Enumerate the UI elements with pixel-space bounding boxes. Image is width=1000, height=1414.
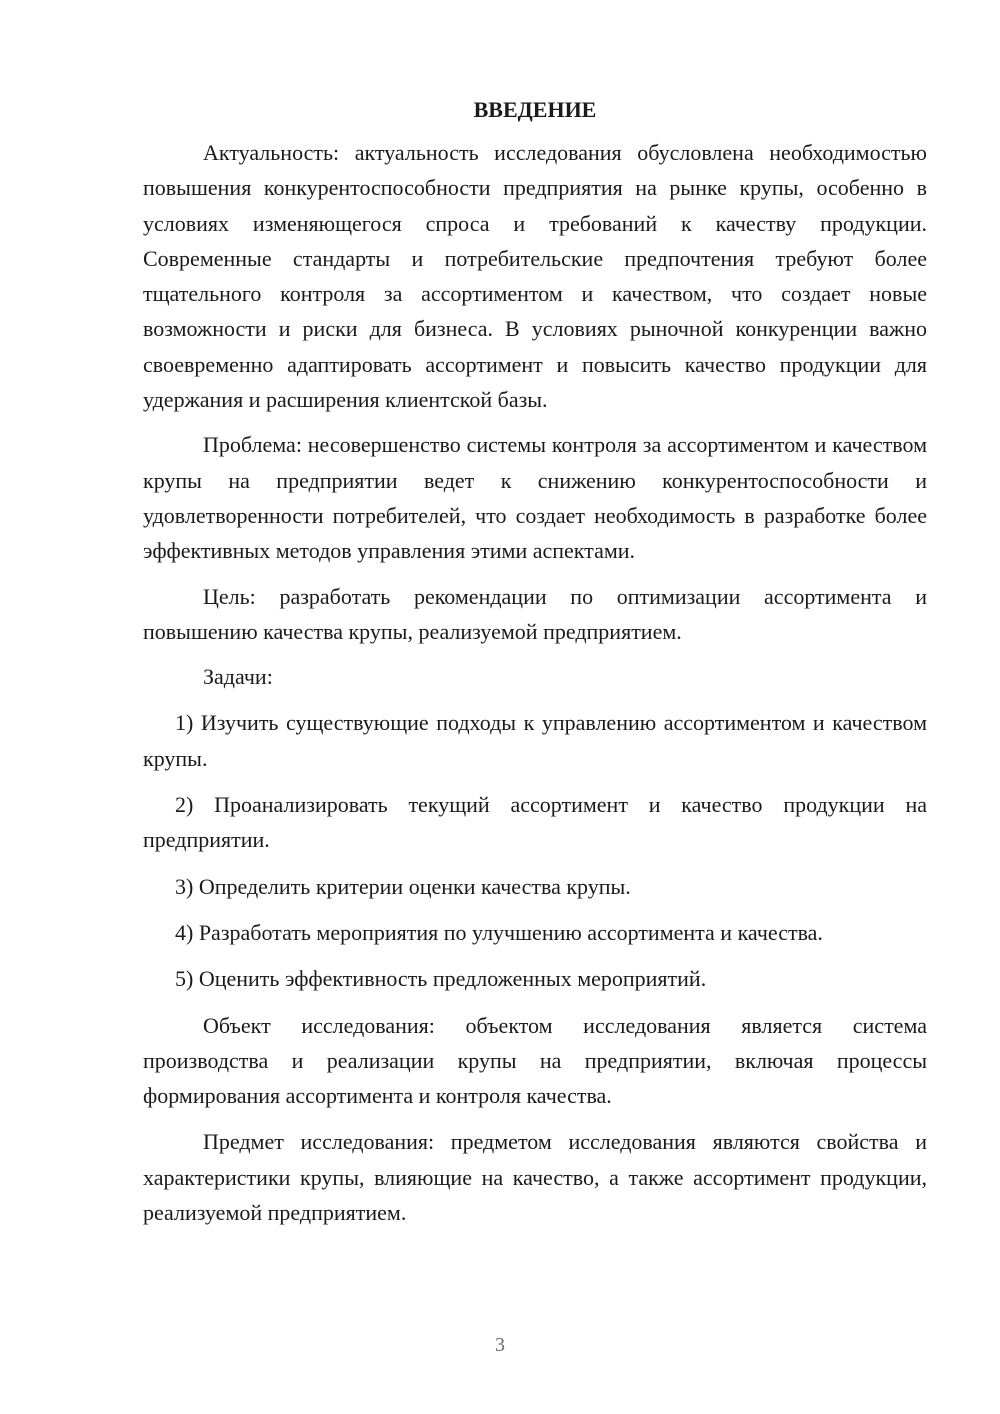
problem-paragraph: Проблема: несовершенство системы контроля за ассортиментом и качеством крупы на предприятии ведет к снижению конкурентоспособности и удовлетворенности потребителей, что создает необходимость в разработке более эффективных методов управления этими аспектами. [143, 432, 927, 564]
document-page [143, 92, 927, 1230]
list-item: 2) Проанализировать текущий ассортимент и качество продукции на предприятии. [143, 792, 927, 853]
actuality-paragraph: Актуальность: актуальность исследования обусловлена необходимостью повышения конкурентоспособности предприятия на рынке крупы, особенно в условиях изменяющегося спроса и требований к качеству продукции. Современные стандарты и потребительские предпочтения требуют более тщательного контроля за ассортиментом и качеством, что создает новые возможности и риски для бизнеса. В условиях рыночной конкуренции важно своевременно адаптировать ассортимент и повысить качество продукции для удержания и расширения клиентской базы. [143, 140, 927, 413]
list-item: 1) Изучить существующие подходы к управлению ассортиментом и качеством крупы. [143, 710, 927, 771]
goal-paragraph: Цель: разработать рекомендации по оптимизации ассортимента и повышению качества крупы, реализуемой предприятием. [143, 583, 927, 644]
subject-paragraph: Предмет исследования: предметом исследования являются свойства и характеристики крупы, влияющие на качество, а также ассортимент продукции, реализуемой предприятием. [143, 1129, 927, 1226]
list-item: 3) Определить критерии оценки качества крупы. [175, 873, 631, 899]
page-number: 3 [495, 1334, 505, 1356]
tasks-heading: Задачи: [203, 664, 273, 690]
object-paragraph: Объект исследования: объектом исследования является система производства и реализации крупы на предприятии, включая процессы формирования ассортимента и контроля качества. [143, 1012, 927, 1109]
page-title: ВВЕДЕНИЕ [473, 97, 597, 122]
list-item: 4) Разработать мероприятия по улучшению ассортимента и качества. [175, 919, 823, 945]
list-item: 5) Оценить эффективность предложенных мероприятий. [175, 966, 707, 992]
tasks-list [143, 705, 927, 996]
